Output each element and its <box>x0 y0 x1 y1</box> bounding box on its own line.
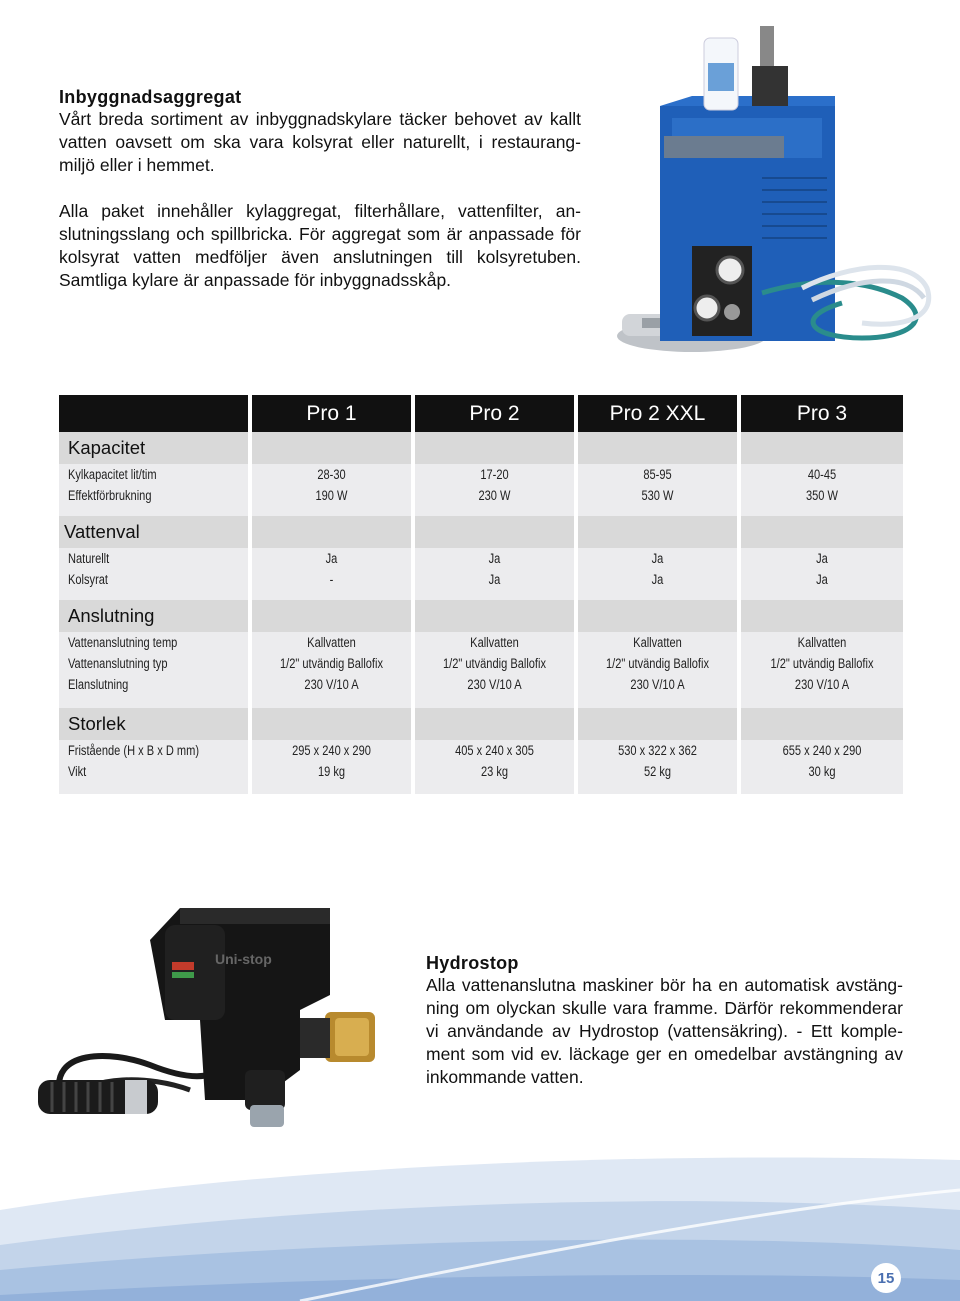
cell-value: Kallvatten <box>470 635 519 650</box>
row-label: Naturellt <box>68 551 110 566</box>
cell-value: 655 x 240 x 290 <box>782 743 862 758</box>
cell-value: 85-95 <box>643 467 672 482</box>
row-label: Fristående (H x B x D mm) <box>68 743 200 758</box>
row-label: Kolsyrat <box>68 572 109 587</box>
cell-value: Ja <box>651 551 664 566</box>
cell-value: 230 W <box>478 488 511 503</box>
cell-value: 30 kg <box>808 764 836 779</box>
intro-paragraph-1: Vårt breda sortiment av inbyggnadskylare täcker behovet av kallt vatten oavsett om ska vara kolsyrat eller naturellt, i restaurang-miljö eller i hemmet. <box>59 109 581 175</box>
cell-value: 405 x 240 x 305 <box>455 743 534 758</box>
cell-value: 1/2" utvändig Ballofix <box>442 656 547 671</box>
row-label: Elanslutning <box>68 677 129 692</box>
cell-value: Kallvatten <box>633 635 682 650</box>
column-header-pro-3: Pro 3 <box>741 395 903 432</box>
row-label: Effektförbrukning <box>68 488 152 503</box>
cell-value: 1/2" utvändig Ballofix <box>770 656 874 671</box>
cell-value: 23 kg <box>480 764 509 779</box>
cell-value: 230 V/10 A <box>794 677 850 692</box>
cell-value: Ja <box>816 551 828 566</box>
cell-value: 40-45 <box>807 467 837 482</box>
section-row-anslutning <box>59 600 903 632</box>
table-row <box>59 632 903 708</box>
cell-value: 52 kg <box>643 764 672 779</box>
section-row-vattenval <box>59 516 903 548</box>
cell-value: Kallvatten <box>307 635 356 650</box>
cell-value: 1/2" utvändig Ballofix <box>279 656 384 671</box>
device-brand-label: Uni-stop <box>215 951 272 967</box>
hydrostop-text-block <box>426 952 903 1089</box>
cell-value: 350 W <box>805 488 839 503</box>
cell-value: Ja <box>816 572 828 587</box>
section-title-storlek: Storlek <box>68 713 126 734</box>
cell-value: 230 V/10 A <box>304 677 359 692</box>
column-header-pro-2: Pro 2 <box>415 395 574 432</box>
cell-value: Kallvatten <box>797 635 847 650</box>
intro-paragraph-2: Alla paket innehåller kylaggregat, filterhållare, vattenfilter, an-slutningsslang och spillbricka. För aggregat som är anpassade för kolsyrat vatten medföljer även anslutningen till kolsyretuben. Samtliga kylare är anpassade för inbyggnadsskåp. <box>59 201 581 290</box>
column-header-pro-1: Pro 1 <box>252 395 411 432</box>
cell-value: - <box>329 572 334 587</box>
row-label: Vikt <box>68 764 87 779</box>
cell-value: 19 kg <box>317 764 346 779</box>
row-label: Vattenanslutning typ <box>68 656 168 671</box>
section-title-vattenval: Vattenval <box>64 521 140 542</box>
table-row <box>59 548 903 600</box>
cell-value: 230 V/10 A <box>630 677 685 692</box>
row-label: Kylkapacitet lit/tim <box>68 467 157 482</box>
cell-value: Ja <box>325 551 338 566</box>
intro-heading: Inbyggnadsaggregat <box>59 87 242 107</box>
decorative-wave-footer <box>0 1150 960 1301</box>
hydrostop-device-image <box>30 900 400 1140</box>
cell-value: 190 W <box>315 488 348 503</box>
cell-value: 1/2" utvändig Ballofix <box>605 656 710 671</box>
table-row <box>59 740 903 794</box>
cell-value: 530 x 322 x 362 <box>618 743 697 758</box>
column-header-pro-2-xxl: Pro 2 XXL <box>578 395 737 432</box>
section-row-storlek <box>59 708 903 740</box>
cell-value: 530 W <box>641 488 674 503</box>
chiller-unit-image <box>612 18 937 358</box>
cell-value: Ja <box>488 551 501 566</box>
section-title-kapacitet: Kapacitet <box>68 437 146 458</box>
hydrostop-paragraph: Alla vattenanslutna maskiner bör ha en automatisk avstäng-ning om olyckan skulle vara framme. Därför rekommenderar vi användande av Hydrostop (vattensäkring). - Ett komple-ment som vid ev. läckage ger en omedelbar avstängning av inkommande vatten. <box>426 975 903 1087</box>
spec-table <box>59 395 903 794</box>
intro-text-block <box>59 86 581 292</box>
section-title-anslutning: Anslutning <box>68 605 155 626</box>
row-label: Vattenanslutning temp <box>68 635 178 650</box>
page-number: 15 <box>871 1263 901 1293</box>
table-header-row <box>59 395 903 432</box>
section-row-kapacitet <box>59 432 903 464</box>
table-row <box>59 464 903 516</box>
cell-value: 295 x 240 x 290 <box>292 743 371 758</box>
cell-value: 230 V/10 A <box>467 677 522 692</box>
hydrostop-heading: Hydrostop <box>426 953 519 973</box>
table-header-blank <box>59 395 248 432</box>
cell-value: 28-30 <box>317 467 346 482</box>
cell-value: Ja <box>488 572 501 587</box>
cell-value: 17-20 <box>480 467 509 482</box>
cell-value: Ja <box>651 572 664 587</box>
